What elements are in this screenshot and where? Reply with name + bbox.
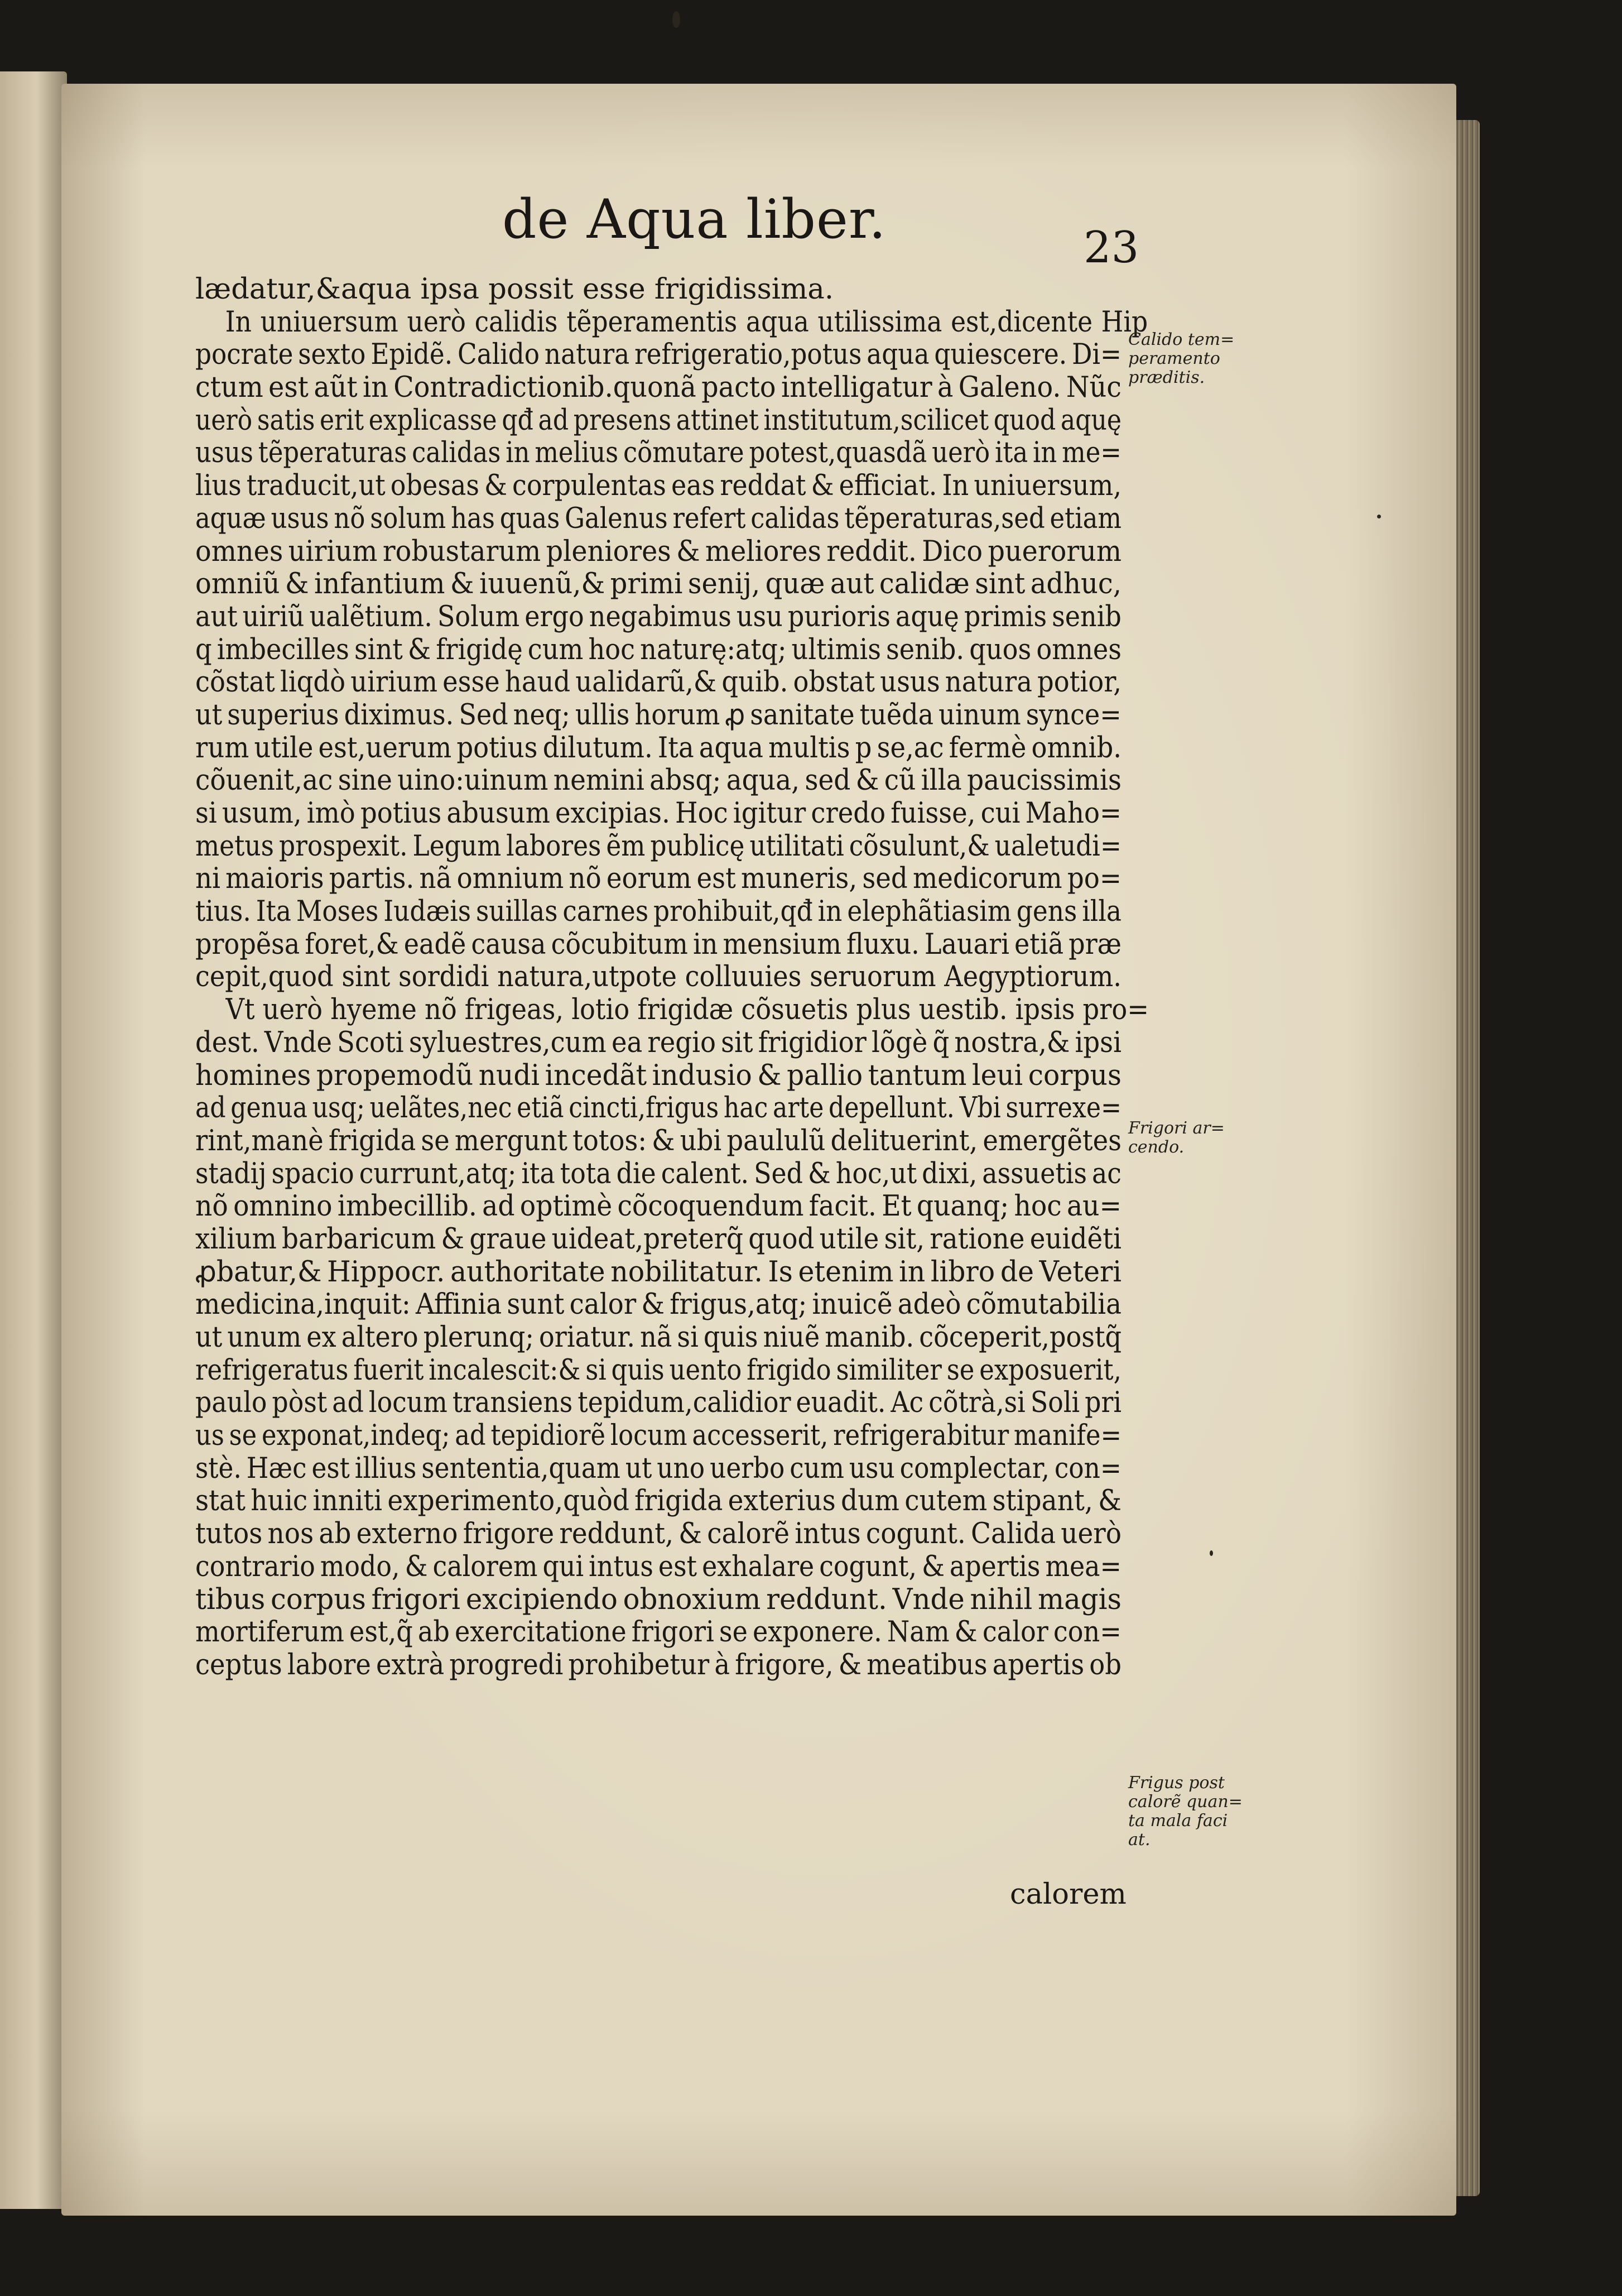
running-head: de Aqua liber. (502, 188, 887, 251)
text-line: omnes uirium robustarum pleniores & meliores reddit. Dico puerorum (195, 535, 1122, 568)
text-line: nõ omnino imbecillib. ad optimè cõcoquendum facit. Et quanq; hoc au= (195, 1190, 1122, 1223)
text-line: medicina,inquit: Affinia sunt calor & frigus,atq; inuicẽ adeò cõmutabilia (195, 1288, 1122, 1322)
text-line: ni maioris partis. nã omnium nõ eorum est muneris, sed medicorum po= (195, 862, 1122, 896)
margin-note-line: cendo. (1128, 1137, 1185, 1157)
text-line: lius traducit,ut obesas & corpulentas eas reddat & efficiat. In uniuersum, (195, 469, 1122, 503)
text-line: tius. Ita Moses Iudæis suillas carnes prohibuit,qđ in elephãtiasim gens illa (195, 895, 1122, 929)
text-line: si usum, imò potius abusum excipias. Hoc igitur credo fuisse, cui Maho= (195, 797, 1122, 830)
text-line: omniũ & infantium & iuuenũ,& primi senij, quæ aut calidæ sint adhuc, (195, 568, 1122, 601)
margin-note-line: at. (1128, 1830, 1151, 1850)
text-line: tutos nos ab externo frigore reddunt, & calorẽ intus cogunt. Calida uerò (195, 1517, 1122, 1551)
margin-note-line: Frigori ar= (1128, 1118, 1225, 1138)
margin-note-line: Calido tem= (1128, 330, 1235, 349)
margin-note-line: ta mala faci (1128, 1811, 1228, 1831)
text-line: stè. Hæc est illius sententia,quam ut uno uerbo cum usu complectar, con= (195, 1452, 1122, 1485)
text-line: ꝓbatur,& Hippocr. authoritate nobilitatur. Is etenim in libro de Veteri (195, 1255, 1122, 1289)
text-line: lædatur,&aqua ipsa possit esse frigidissima. (195, 273, 834, 306)
page-number: 23 (1084, 223, 1139, 273)
margin-note-line: calorẽ quan= (1128, 1792, 1243, 1812)
text-line: propẽsa foret,& eadẽ causa cõcubitum in mensium fluxu. Lauari etiã præ (195, 928, 1122, 961)
text-line: xilium barbaricum & graue uideat,preterq̃ quod utile sit, ratione euidẽti (195, 1222, 1122, 1256)
text-line: ad genua usq; uelãtes,nec etiã cincti,frigus hac arte depellunt. Vbi surrexe= (195, 1092, 1122, 1125)
ink-speck (1377, 515, 1381, 518)
text-line: ceptus labore extrà progredi prohibetur à frigore, & meatibus apertis ob (195, 1648, 1122, 1682)
text-line: q imbecilles sint & frigidę cum hoc naturę:atq; ultimis senib. quos omnes (195, 633, 1122, 666)
text-line: cõstat liqdò uirium esse haud ualidarũ,& quib. obstat usus natura potior, (195, 666, 1122, 699)
text-line: rint,manè frigida se mergunt totos: & ubi paululũ delituerint, emergẽtes (195, 1124, 1122, 1157)
text-line: aut uiriũ ualẽtium. Solum ergo negabimus usu purioris aquę primis senib (195, 600, 1122, 633)
text-line: homines propemodũ nudi incedãt indusio & pallio tantum leui corpus (195, 1059, 1122, 1092)
catchword: calorem (1010, 1878, 1127, 1911)
ink-speck (672, 11, 680, 28)
text-line: ctum est aũt in Contradictionib.quonã pacto intelligatur à Galeno. Nũc (195, 371, 1122, 405)
text-line: cõuenit,ac sine uino:uinum nemini absq; aqua, sed & cũ illa paucissimis (195, 764, 1122, 798)
text-line: mortiferum est,q̃ ab exercitatione frigori se exponere. Nam & calor con= (195, 1616, 1122, 1649)
text-line: stadij spacio currunt,atq; ita tota die calent. Sed & hoc,ut dixi, assuetis ac (195, 1157, 1122, 1190)
text-line: In uniuersum uerò calidis tẽperamentis aqua utilissima est,dicente Hip (225, 305, 1148, 339)
text-line: pocrate sexto Epidẽ. Calido natura refrigeratio,potus aqua quiescere. Di= (195, 338, 1122, 372)
text-line: usus tẽperaturas calidas in melius cõmutare potest,quasdã uerò ita in me= (195, 436, 1122, 470)
text-line: Vt uerò hyeme nõ frigeas, lotio frigidæ cõsuetis plus uestib. ipsis pro= (225, 993, 1149, 1027)
text-line: uerò satis erit explicasse qđ ad presens attinet institutum,scilicet quod aquę (195, 404, 1122, 437)
text-line: tibus corpus frigori excipiendo obnoxium reddunt. Vnde nihil magis (195, 1583, 1122, 1616)
text-line: metus prospexit. Legum labores ẽm publicę utilitati cõsulunt,& ualetudi= (195, 829, 1122, 863)
text-line: rum utile est,uerum potius dilutum. Ita aqua multis p se,ac fermè omnib. (195, 731, 1122, 765)
text-line: ut superius diximus. Sed neq; ullis horum ꝓ sanitate tuẽda uinum synce= (195, 698, 1122, 732)
text-line: stat huic inniti experimento,quòd frigida exterius dum cutem stipant, & (195, 1485, 1122, 1518)
margin-note-line: præditis. (1128, 368, 1205, 387)
ink-speck (1210, 1550, 1213, 1556)
text-line: contrario modo, & calorem qui intus est exhalare cogunt, & apertis mea= (195, 1550, 1122, 1583)
text-line: cepit,quod sint sordidi natura,utpote colluuies seruorum Aegyptiorum. (195, 960, 1122, 994)
margin-note-frigus (1128, 1773, 1243, 1850)
margin-note-frigori (1128, 1119, 1240, 1157)
margin-note-line: Frigus post (1128, 1773, 1225, 1793)
text-line: aquæ usus nõ solum has quas Galenus refert calidas tẽperaturas,sed etiam (195, 502, 1122, 535)
facing-page-edge (0, 71, 67, 2209)
text-line: ut unum ex altero plerunq; oriatur. nã si quis niuẽ manib. cõceperit,postq̃ (195, 1321, 1122, 1354)
text-line: refrigeratus fuerit incalescit:& si quis uento frigido similiter se exposuerit, (195, 1353, 1122, 1387)
body-text (195, 273, 1149, 1682)
margin-note-calido (1128, 330, 1240, 387)
margin-note-line: peramento (1128, 349, 1220, 368)
text-line: paulo pòst ad locum transiens tepidum,calidior euadit. Ac cõtrà,si Soli pri (195, 1386, 1122, 1420)
text-line: dest. Vnde Scoti syluestres,cum ea regio sit frigidior lõgè q̃ nostra,& ipsi (195, 1026, 1122, 1059)
text-line: us se exponat,indeq; ad tepidiorẽ locum accesserit, refrigerabitur manife= (195, 1419, 1122, 1453)
